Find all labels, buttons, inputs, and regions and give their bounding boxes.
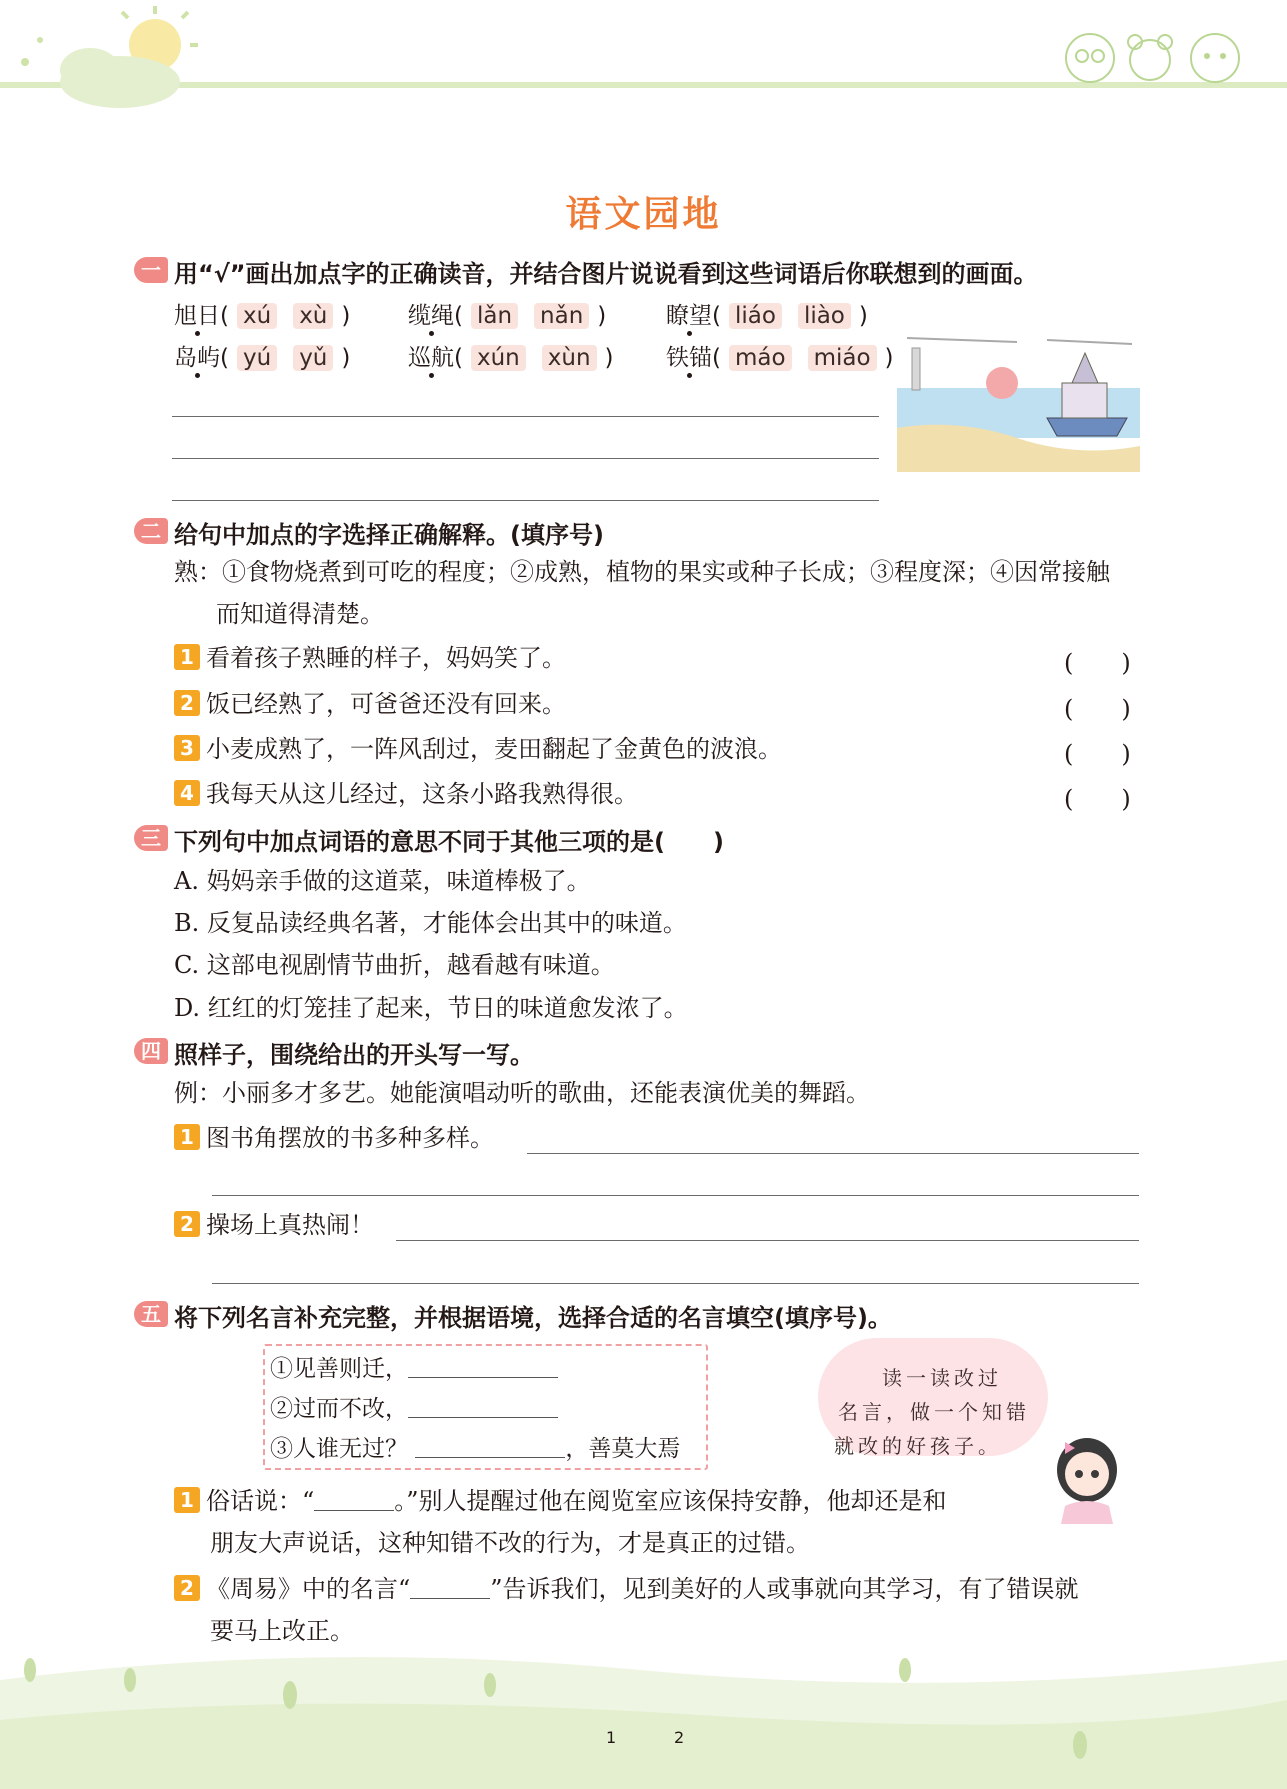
question-3-prompt[interactable]: 下列句中加点词语的意思不同于其他三项的是( ) [174,828,724,856]
sun-cloud-icon [0,0,240,120]
item-number: 1 [174,1487,200,1513]
answer-line[interactable] [212,1283,1139,1284]
answer-line[interactable] [172,500,879,501]
page-title: 语文园地 [565,194,722,235]
pinyin-item-4: 岛屿( yú yǔ ) [174,345,351,371]
item-text: 《周易》中的名言“ [206,1575,411,1603]
definition-line-1: 熟：①食物烧煮到可吃的程度；②成熟，植物的果实或种子长成；③程度深；④因常接触 [174,558,1110,586]
option-d: D. 红红的灯笼挂了起来，节日的味道愈发浓了。 [174,994,688,1022]
bubble-line-3: 就改的好孩子。 [834,1434,1002,1458]
item-text: 。”别人提醒过他在阅览室应该保持安静，他却还是和 [394,1487,947,1515]
list-item [174,689,566,719]
item-number: 2 [174,1575,200,1601]
answer-line[interactable] [396,1240,1139,1241]
pinyin-option[interactable]: nǎn [534,303,589,329]
definition-line-2: 而知道得清楚。 [216,600,384,628]
quote-blank[interactable] [415,1457,565,1458]
page-number-left: 1 [606,1728,617,1747]
answer-paren[interactable]: ( ) [1064,649,1131,677]
item-number: 1 [174,1124,200,1150]
pinyin-option[interactable]: liào [798,303,851,329]
harbor-illustration [897,328,1140,472]
girl-character-icon [1045,1428,1135,1528]
bubble-line-1: 读一读改过 [882,1366,1002,1390]
answer-line[interactable] [212,1195,1139,1196]
hills-footer [0,1640,1287,1789]
question-2-badge: 二 [134,518,168,544]
item-text: 我每天从这儿经过，这条小路我熟得很。 [206,780,638,808]
pinyin-option[interactable]: yǔ [293,345,333,371]
word: 瞭望 [666,303,712,329]
question-1-badge: 一 [134,257,168,283]
pinyin-option[interactable]: yú [237,345,277,371]
fill-blank[interactable] [410,1598,490,1599]
question-4-badge: 四 [134,1038,168,1064]
quote-blank[interactable] [408,1377,558,1378]
question-3-badge: 三 [134,825,168,851]
question-1-prompt: 用“√”画出加点字的正确读音，并结合图片说说看到这些词语后你联想到的画面。 [174,260,1038,288]
page-number-right: 2 [674,1728,685,1747]
item-number: 1 [174,644,200,670]
item-text: 俗话说：“ [206,1487,315,1515]
quote-1: ①见善则迁， [270,1350,558,1383]
pinyin-option[interactable]: xún [471,345,526,371]
option-a: A. 妈妈亲手做的这道菜，味道棒极了。 [174,867,591,895]
option-c: C. 这部电视剧情节曲折，越看越有味道。 [174,951,615,979]
item-number: 2 [174,690,200,716]
answer-line[interactable] [172,458,879,459]
word: 铁锚 [666,345,712,371]
list-item-continued: 要马上改正。 [210,1617,354,1645]
pinyin-item-3: 瞭望( liáo liào ) [666,303,868,329]
pinyin-option[interactable]: xú [237,303,277,329]
question-4-prompt: 照样子，围绕给出的开头写一写。 [174,1041,534,1069]
quote-2: ②过而不改， [270,1390,558,1423]
answer-line[interactable] [527,1153,1139,1154]
answer-paren[interactable]: ( ) [1064,695,1131,723]
pinyin-option[interactable]: miáo [808,345,877,371]
list-item [174,643,566,673]
item-number: 4 [174,780,200,806]
question-5-badge: 五 [134,1301,168,1327]
list-item [174,1210,374,1240]
list-item [174,734,782,764]
word: 旭日 [174,303,220,329]
pinyin-item-5: 巡航( xún xùn ) [408,345,614,371]
item-text: 小麦成熟了，一阵风刮过，麦田翻起了金黄色的波浪。 [206,735,782,763]
item-text: 看着孩子熟睡的样子，妈妈笑了。 [206,644,566,672]
item-number: 2 [174,1211,200,1237]
item-text: 操场上真热闹！ [206,1211,374,1239]
pinyin-option[interactable]: liáo [729,303,782,329]
item-text: ”告诉我们，见到美好的人或事就向其学习，有了错误就 [490,1575,1079,1603]
list-item [174,1123,494,1153]
animal-faces-icon [1055,18,1255,88]
pinyin-item-1: 旭日( xú xù ) [174,303,351,329]
list-item [174,1486,947,1516]
list-item-continued: 朋友大声说话，这种知错不改的行为，才是真正的过错。 [210,1529,810,1557]
answer-paren[interactable]: ( ) [1064,785,1131,813]
answer-line[interactable] [172,416,879,417]
item-text: 饭已经熟了，可爸爸还没有回来。 [206,690,566,718]
question-2-prompt: 给句中加点的字选择正确解释。(填序号) [174,521,604,549]
list-item [174,779,638,809]
word: 巡航 [408,345,454,371]
pinyin-item-2: 缆绳( lǎn nǎn ) [408,303,607,329]
item-number: 3 [174,735,200,761]
question-5-prompt: 将下列名言补充完整，并根据语境，选择合适的名言填空(填序号)。 [174,1304,892,1332]
answer-paren[interactable]: ( ) [1064,740,1131,768]
bubble-line-2: 名言，做一个知错 [838,1400,1030,1424]
word: 岛屿 [174,345,220,371]
quote-blank[interactable] [408,1417,558,1418]
pinyin-option[interactable]: xù [293,303,333,329]
word: 缆绳 [408,303,454,329]
pinyin-option[interactable]: lǎn [471,303,518,329]
list-item [174,1574,1079,1604]
pinyin-option[interactable]: máo [729,345,792,371]
option-b: B. 反复品读经典名著，才能体会出其中的味道。 [174,909,687,937]
fill-blank[interactable] [314,1510,394,1511]
pinyin-option[interactable]: xùn [542,345,597,371]
pinyin-item-6: 铁锚( máo miáo ) [666,345,894,371]
quote-3: ③人谁无过？ ，善莫大焉 [270,1436,681,1462]
example-sentence: 例：小丽多才多艺。她能演唱动听的歌曲，还能表演优美的舞蹈。 [174,1079,870,1107]
item-text: 图书角摆放的书多种多样。 [206,1124,494,1152]
